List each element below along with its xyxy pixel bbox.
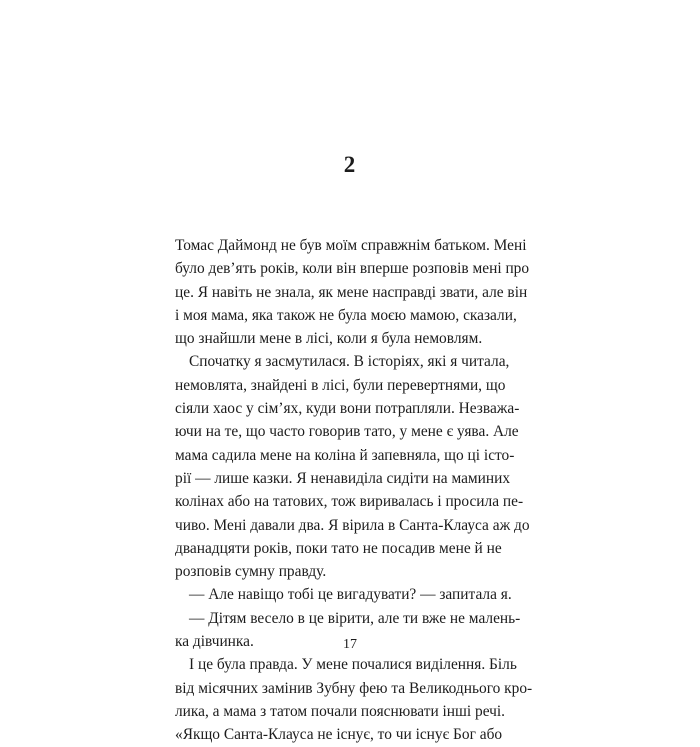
text-line: Спочатку я засмутилася. В історіях, які я читала, bbox=[189, 353, 510, 371]
text-line: сіяли хаос у сім’ях, куди вони потрапляли. Незважа- bbox=[175, 400, 520, 418]
text-line: лика, а мама з татом почали пояснювати інші речі. bbox=[175, 702, 506, 720]
chapter-number: 2 bbox=[343, 152, 357, 177]
text-line: і моя мама, яка також не була моєю мамою, сказали, bbox=[175, 306, 517, 324]
body-text bbox=[175, 234, 533, 747]
text-line: — Але навіщо тобі це вигадувати? — запитала я. bbox=[189, 586, 512, 604]
text-line: це. Я навіть не знала, як мене насправді звати, але він bbox=[175, 283, 528, 301]
text-line: було дев’ять років, коли він вперше розповів мені про bbox=[175, 260, 530, 278]
text-line: розповів сумну правду. bbox=[175, 563, 327, 581]
text-line: від місячних замінив Зубну фею та Великоднього кро- bbox=[175, 679, 533, 697]
page-number: 17 bbox=[343, 637, 357, 652]
text-line: чиво. Мені давали два. Я вірила в Санта-Клауса аж до bbox=[175, 516, 530, 534]
text-line: рії — лише казки. Я ненавиділа сидіти на маминих bbox=[175, 469, 511, 487]
text-line: ка дівчинка. bbox=[175, 633, 254, 651]
text-line: Томас Даймонд не був моїм справжнім батьком. Мені bbox=[175, 237, 527, 254]
text-line: — Дітям весело в це вірити, але ти вже не малень- bbox=[189, 609, 521, 627]
text-line: ючи на те, що часто говорив тато, у мене є уява. Але bbox=[175, 423, 519, 441]
text-line: що знайшли мене в лісі, коли я була немовлям. bbox=[175, 330, 483, 348]
text-line: «Якщо Санта-Клауса не існує, то чи існує Бог або bbox=[175, 726, 503, 744]
text-line: дванадцяти років, поки тато не посадив мене й не bbox=[175, 539, 502, 557]
text-line: колінах або на татових, тож виривалась і просила пе- bbox=[175, 493, 524, 511]
text-line: І це була правда. У мене почалися виділення. Біль bbox=[189, 656, 517, 674]
text-line: немовлята, знайдені в лісі, були перевертнями, що bbox=[175, 376, 506, 394]
text-line: мама садила мене на коліна й запевняла, що ці істо- bbox=[175, 446, 515, 464]
